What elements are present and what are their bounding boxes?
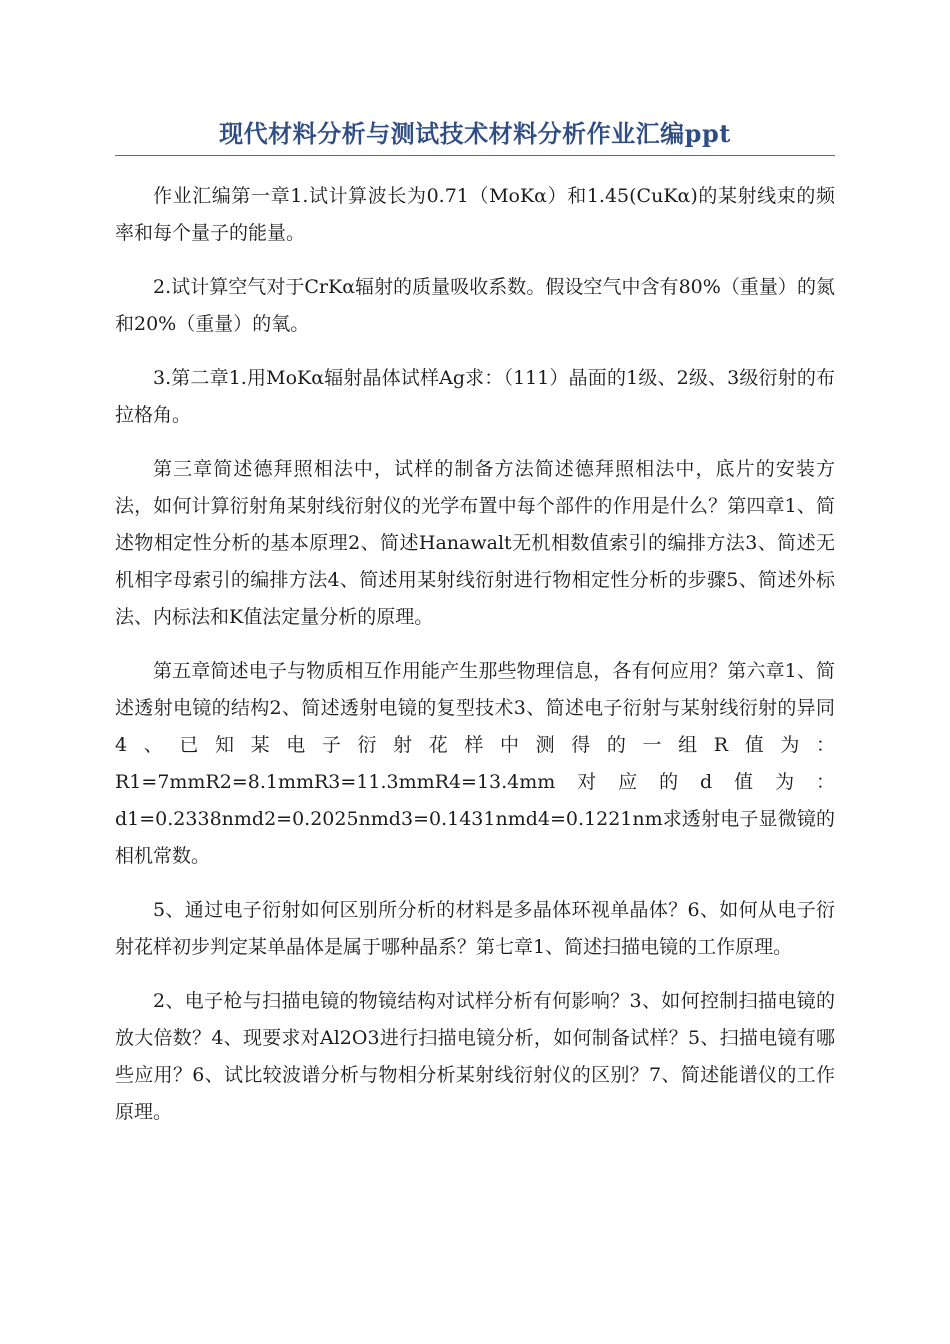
paragraph-5: 第五章简述电子与物质相互作用能产生那些物理信息，各有何应用？第六章1、简述透射电镜的结构2、简述透射电镜的复型技术3、简述电子衍射与某射线衍射的异同4、已知某电子衍射花样中测得的一组R值为：R1=7mmR2=8.1mmR3=11.3mmR4=13.4mm对应的d值为：d1=0.2338nmd2=0.2025nmd3=0.1431nmd4=0.1221nm求透射电子显微镜的相机常数。 [115,660,835,867]
paragraph-7: 2、电子枪与扫描电镜的物镜结构对试样分析有何影响？3、如何控制扫描电镜的放大倍数？4、现要求对Al2O3进行扫描电镜分析，如何制备试样？5、扫描电镜有哪些应用？6、试比较波谱分析与物相分析某射线衍射仪的区别？7、简述能谱仪的工作原理。 [115,990,835,1123]
paragraph-2: 2.试计算空气对于CrKα辐射的质量吸收系数。假设空气中含有80%（重量）的氮和20%（重量）的氧。 [115,276,835,335]
paragraph-1: 作业汇编第一章1.试计算波长为0.71（MoKα）和1.45(CuKα)的某射线束的频率和每个量子的能量。 [115,185,835,244]
title-underline [115,155,835,156]
paragraph-6: 5、通过电子衍射如何区别所分析的材料是多晶体环视单晶体？6、如何从电子衍射花样初步判定某单晶体是属于哪种晶系？第七章1、简述扫描电镜的工作原理。 [115,899,835,958]
document-title: 现代材料分析与测试技术材料分析作业汇编ppt [219,119,731,148]
document-body [115,178,835,1148]
paragraph-4: 第三章简述德拜照相法中，试样的制备方法简述德拜照相法中，底片的安装方法，如何计算衍射角某射线衍射仪的光学布置中每个部件的作用是什么？第四章1、简述物相定性分析的基本原理2、简述Hanawalt无机相数值索引的编排方法3、简述无机相字母索引的编排方法4、简述用某射线衍射进行物相定性分析的步骤5、简述外标法、内标法和K值法定量分析的原理。 [115,458,835,628]
paragraph-3: 3.第二章1.用MoKα辐射晶体试样Ag求：（111）晶面的1级、2级、3级衍射的布拉格角。 [115,367,835,426]
